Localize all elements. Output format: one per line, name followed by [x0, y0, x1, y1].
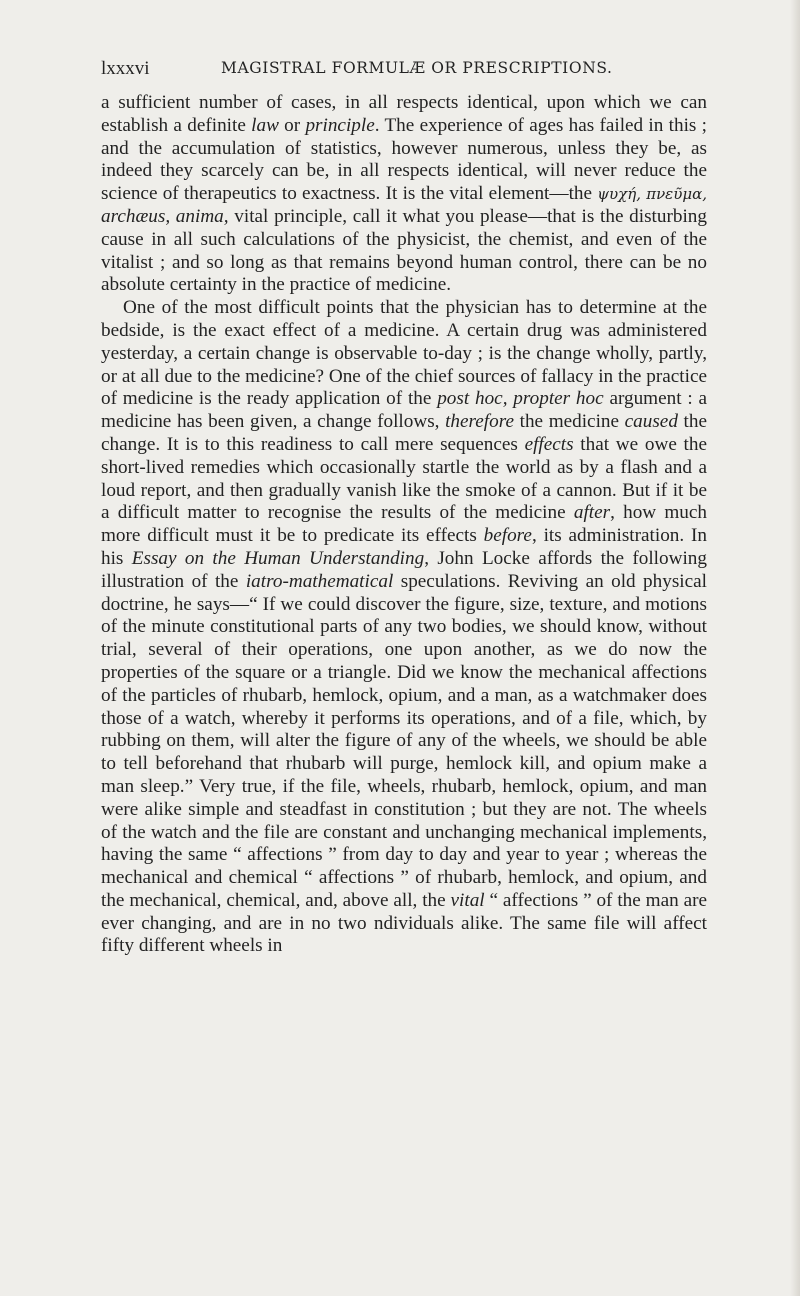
- italic-post-hoc: post hoc, propter hoc: [437, 388, 604, 410]
- italic-iatro: iatro-mathematical: [245, 570, 394, 592]
- italic-vital: vital: [450, 889, 485, 911]
- greek-terms: ψυχή, πνεῦμα,: [597, 185, 707, 204]
- italic-effects: effects: [524, 433, 574, 455]
- italic-law: law: [251, 114, 279, 136]
- text-run: “ affections ” of the man are ever changing, and are in no two ndividuals alike. The same file will affect fifty different wheels in: [101, 889, 707, 957]
- text-run: speculations. Reviving an old physical doctrine, he says—“ If we could discover the figure, size, texture, and motions of the minute constitutional parts of any two bodies, we should know, without trial, several of their operations, one upon another, as we do now the properties of the square or a triangle. Did we know the mechanical affections of the particles of rhubarb, hemlock, opium, and a man, as a watchmaker does those of a watch, whereby it performs its operations, and of a file, which, by rubbing on them, will alter the figure of any of the wheels, we should be able to tell beforehand that rhubarb will purge, hemlock kill, and opium make a man sleep.” Very true, if the file, wheels, rhubarb, hemlock, opium, and man were alike simple and steadfast in constitution ; but they are not. The wheels of the watch and the file are constant and unchanging mechanical implements, having the same “ affections ” from day to day and year to year ; whereas the mechanical and chemical “ affections ” of rhubarb, hemlock, and opium, and the mechanical, chemical, and, above all, the: [101, 570, 707, 911]
- italic-essay-title: Essay on the Human Understanding: [131, 547, 425, 569]
- text-run: the change. It is to this readiness to call mere sequences: [101, 411, 707, 455]
- running-title: MAGISTRAL FORMULÆ OR PRESCRIPTIONS.: [221, 59, 613, 77]
- text-run: the medicine: [514, 411, 625, 433]
- text-run: argument : a medicine has been given, a change follows,: [101, 388, 707, 433]
- text-run: , John Locke affords the following illustration of the: [101, 547, 707, 592]
- text-run: a sufficient number of cases, in all respects identical, upon which we can establish a definite: [101, 92, 707, 136]
- text-run: vital principle, call it what you please—that is the disturbing cause in all such calculations of the physicist, the chemist, and even of the vitalist ; and so long as that remains beyond human control, there can be no absolute certainty in the practice of medicine.: [101, 205, 707, 296]
- text-run: One of the most difficult points that the physician has to determine at the bedside, is the exact effect of a medicine. A certain drug was administered yesterday, a certain change is observable to-day ; is the change wholly, partly, or at all due to the medicine? One of the chief sources of fallacy in the practice of medicine is the ready application of the: [101, 297, 707, 410]
- italic-therefore: therefore: [445, 411, 515, 433]
- paragraph-2: [101, 297, 707, 958]
- italic-principle: principle: [305, 114, 375, 136]
- text-run: , how much more difficult must it be to predicate its effects: [101, 502, 707, 547]
- text-run: , its administration. In his: [101, 525, 707, 569]
- italic-caused: caused: [624, 411, 678, 433]
- page-header: [101, 58, 711, 82]
- page-edge-shadow: [790, 0, 800, 1296]
- paragraph-1: [101, 92, 707, 297]
- text-run: or: [278, 114, 306, 136]
- italic-latin-terms: archæus, anima,: [101, 205, 229, 227]
- italic-before: before: [483, 525, 532, 547]
- page-number: lxxxvi: [101, 58, 150, 79]
- text-run: that we owe the short-lived remedies which occasionally startle the world as by a flash and a loud report, and then gradually vanish like the smoke of a cannon. But if it be a difficult matter to recognise the results of the medicine: [101, 433, 707, 524]
- text-run: . The experience of ages has failed in this ; and the accumulation of statistics, however numerous, unless they be, as indeed they scarcely can be, in all respects identical, will never reduce the science of therapeutics to exactness. It is the vital element—the: [101, 114, 707, 205]
- italic-after: after: [573, 502, 611, 524]
- body-text: [101, 92, 707, 958]
